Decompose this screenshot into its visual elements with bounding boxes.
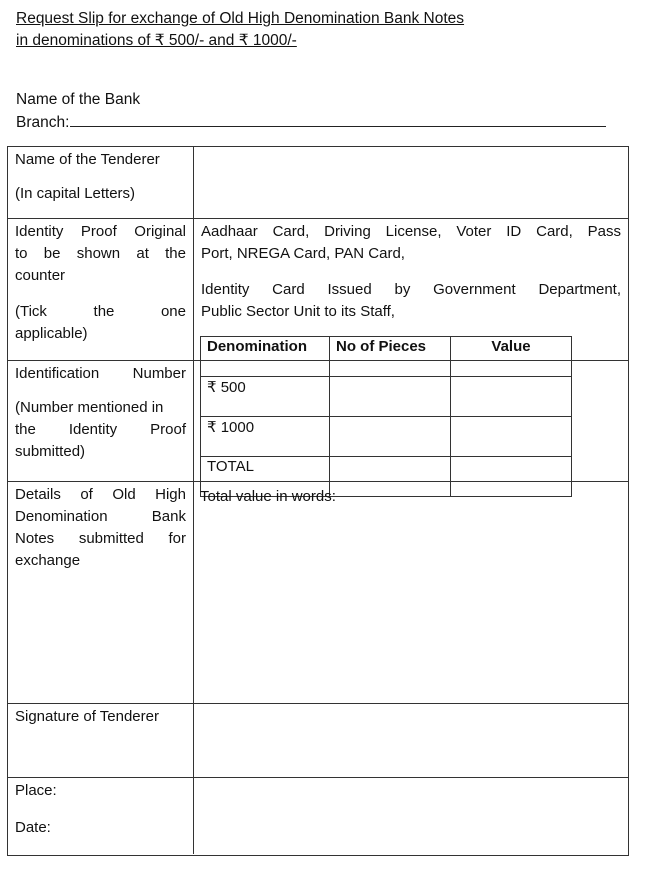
identity-option-group-2-line-2[interactable]: Public Sector Unit to its Staff, bbox=[201, 303, 395, 320]
title-line-2: in denominations of ₹ 500/- and ₹ 1000/- bbox=[16, 32, 297, 49]
place-date-label-cell bbox=[8, 778, 194, 854]
place-label: Place: bbox=[15, 782, 57, 799]
branch-input-line[interactable] bbox=[70, 111, 606, 127]
denomination-total: TOTAL bbox=[201, 457, 330, 497]
tenderer-label-cell bbox=[8, 147, 194, 218]
identity-proof-label-3: counter bbox=[15, 267, 66, 284]
identity-proof-label-2: to be shown at the bbox=[15, 245, 186, 262]
identity-proof-label-5: applicable) bbox=[15, 325, 88, 342]
branch-label: Branch: bbox=[16, 114, 70, 131]
denomination-table bbox=[200, 336, 572, 497]
identification-label-4: submitted) bbox=[15, 443, 86, 460]
row-details bbox=[8, 482, 628, 704]
place-date-input-cell[interactable] bbox=[194, 778, 628, 854]
signature-label-cell bbox=[8, 704, 194, 777]
denomination-1000: ₹ 1000 bbox=[201, 417, 330, 457]
signature-input-cell[interactable] bbox=[194, 704, 628, 777]
table-row bbox=[201, 417, 572, 457]
identification-label-cell bbox=[8, 361, 194, 481]
identity-option-group-2-line-1[interactable]: Identity Card Issued by Government Department, bbox=[201, 281, 621, 298]
details-label-3: Notes submitted for bbox=[15, 530, 186, 547]
identification-label-2: (Number mentioned in bbox=[15, 399, 164, 416]
value-1000-input[interactable] bbox=[451, 417, 572, 457]
form-title bbox=[16, 8, 464, 52]
table-row bbox=[201, 377, 572, 417]
pieces-500-input[interactable] bbox=[330, 377, 451, 417]
value-500-input[interactable] bbox=[451, 377, 572, 417]
denomination-table-header bbox=[201, 337, 572, 377]
total-value-words-label: Total value in words: bbox=[200, 488, 336, 505]
row-tenderer bbox=[8, 147, 628, 219]
tenderer-input-cell[interactable] bbox=[194, 147, 628, 218]
header-denomination: Denomination bbox=[201, 337, 330, 377]
details-label-2: Denomination Bank bbox=[15, 508, 186, 525]
pieces-1000-input[interactable] bbox=[330, 417, 451, 457]
signature-label: Signature of Tenderer bbox=[15, 708, 159, 725]
value-total-input[interactable] bbox=[451, 457, 572, 497]
identity-proof-label-1: Identity Proof Original bbox=[15, 223, 186, 240]
row-signature bbox=[8, 704, 628, 778]
details-label-1: Details of Old High bbox=[15, 486, 186, 503]
bank-section bbox=[16, 89, 606, 134]
title-line-1: Request Slip for exchange of Old High Denomination Bank Notes bbox=[16, 10, 465, 27]
identity-proof-label-cell bbox=[8, 219, 194, 360]
header-value: Value bbox=[451, 337, 572, 377]
identity-option-group-1-line-1[interactable]: Aadhaar Card, Driving License, Voter ID Card, Pass bbox=[201, 223, 621, 240]
branch-field[interactable] bbox=[16, 111, 606, 134]
details-content-cell bbox=[194, 482, 628, 703]
pieces-total-input[interactable] bbox=[330, 457, 451, 497]
tenderer-sublabel: (In capital Letters) bbox=[15, 185, 136, 202]
denomination-500: ₹ 500 bbox=[201, 377, 330, 417]
header-no-of-pieces: No of Pieces bbox=[330, 337, 451, 377]
identity-proof-label-4: (Tick the one bbox=[15, 303, 186, 320]
bank-name-label: Name of the Bank bbox=[16, 91, 141, 108]
row-place-date bbox=[8, 778, 628, 854]
details-label-4: exchange bbox=[15, 552, 81, 569]
details-label-cell bbox=[8, 482, 194, 703]
identification-label-3: the Identity Proof bbox=[15, 421, 186, 438]
tenderer-label: Name of the Tenderer bbox=[15, 151, 160, 168]
identity-option-group-1-line-2[interactable]: Port, NREGA Card, PAN Card, bbox=[201, 245, 405, 262]
date-label: Date: bbox=[15, 819, 51, 836]
identification-label-1: Identification Number bbox=[15, 365, 186, 382]
